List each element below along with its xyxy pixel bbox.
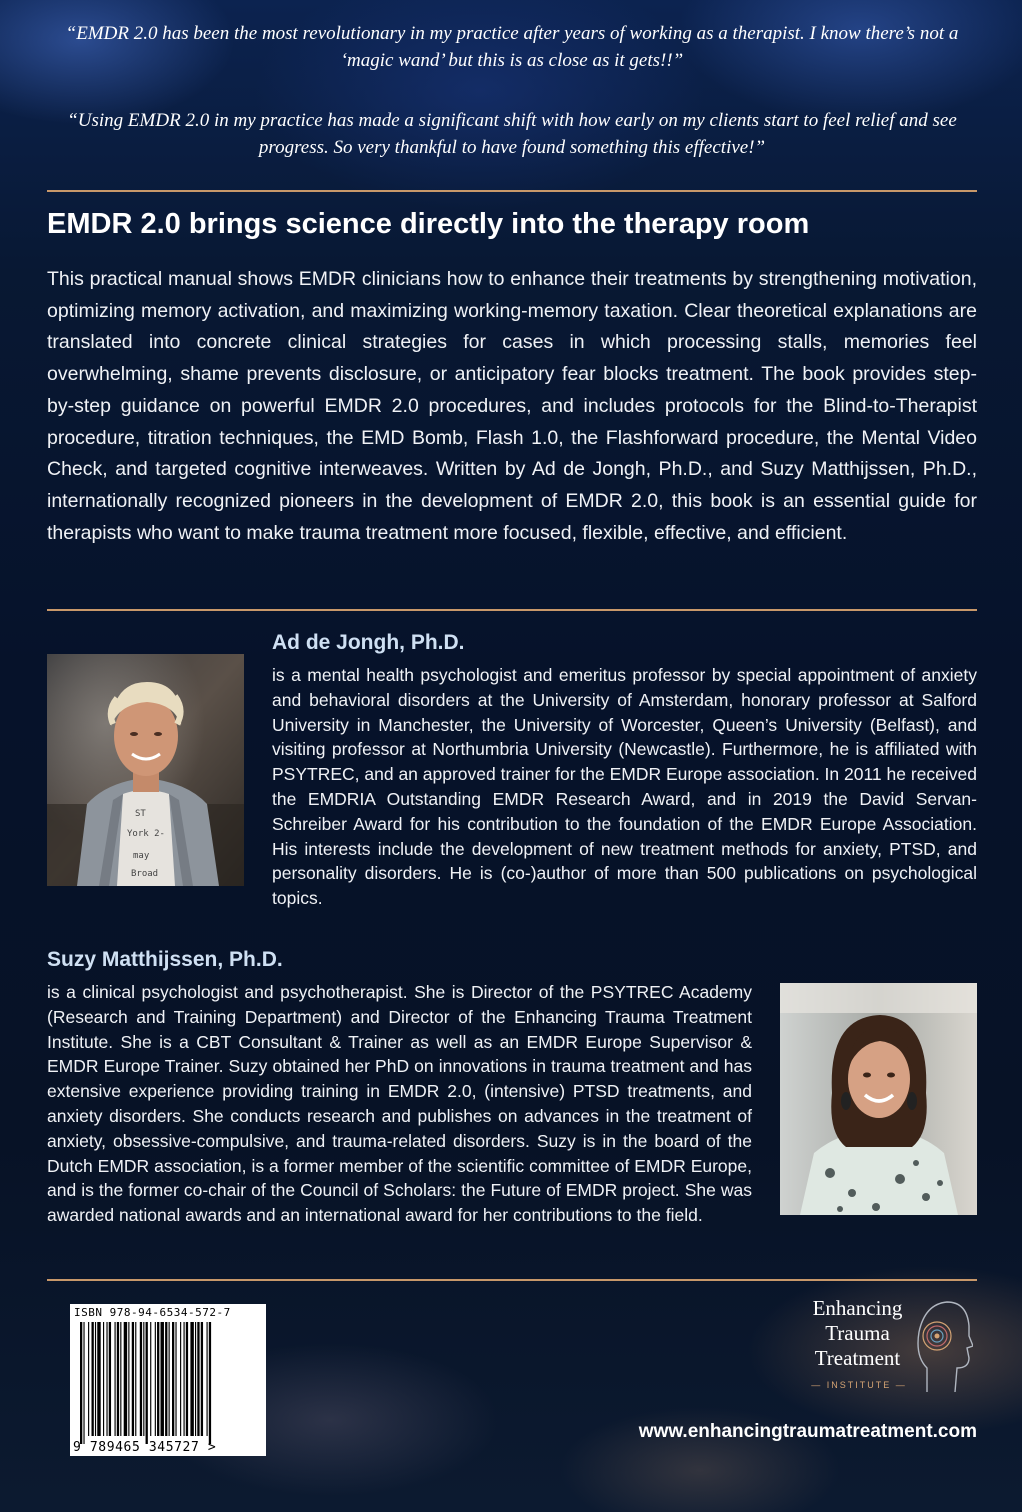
barcode-bar: [155, 1322, 156, 1436]
barcode-bar: [186, 1322, 188, 1436]
portrait-man-icon: [47, 654, 244, 886]
barcode-bar: [115, 1322, 116, 1436]
barcode-bar: [180, 1322, 181, 1436]
logo-line-3: Treatment: [814, 1346, 901, 1370]
shirt-print-line-1: ST: [135, 809, 146, 819]
barcode-bar: [209, 1322, 211, 1444]
divider-middle: [47, 609, 977, 611]
barcode-bar: [201, 1322, 203, 1436]
barcode-bar: [106, 1322, 107, 1436]
barcode-bar: [88, 1322, 89, 1436]
barcode-bar: [95, 1322, 96, 1436]
isbn-number: ISBN 978-94-6534-572-7: [74, 1306, 231, 1319]
logo-line-1: Enhancing: [812, 1296, 903, 1320]
barcode-bar: [150, 1322, 151, 1436]
barcode-bar: [120, 1322, 121, 1436]
barcode-bar: [97, 1322, 100, 1436]
portrait-woman-icon: [780, 983, 977, 1215]
barcode-bar: [169, 1322, 170, 1436]
barcode-bar: [175, 1322, 176, 1436]
barcode-bar: [184, 1322, 185, 1436]
barcode-bar: [190, 1322, 193, 1436]
barcode-bar: [157, 1322, 159, 1436]
barcode-bar: [165, 1322, 167, 1436]
book-description: This practical manual shows EMDR clinicians how to enhance their treatments by strengthening motivation, optimizing memory activation, and maximizing working-memory taxation. Clear theoretical explanations are translated into concrete clinical strategies for cases in which processing stalls, memories feel overwhelming, shame prevents disclosure, or anticipatory fear blocks treatment. The book provides step-by-step guidance on powerful EMDR 2.0 procedures, and includes protocols for the Blind-to-Therapist procedure, titration techniques, the EMD Bomb, Flash 1.0, the Flashforward procedure, the Mental Video Check, and targeted cognitive interweaves. Written by Ad de Jongh, Ph.D., and Suzy Matthijssen, Ph.D., internationally recognized pioneers in the development of EMDR 2.0, this book is an essential guide for therapists who want to make trauma treatment more focused, flexible, effective, and efficient.: [47, 268, 977, 544]
testimonial-quote-1: “EMDR 2.0 has been the most revolutionary in my practice after years of working as a therapist. I know there’s not a ‘magic wand’ but this is as close as it gets!!”: [65, 23, 959, 71]
barcode-bar: [83, 1322, 84, 1444]
logo-wordmark: [795, 1296, 920, 1371]
isbn-barcode: [70, 1304, 266, 1456]
shirt-print-line-2: York 2-: [127, 829, 165, 839]
barcode-bar: [135, 1322, 136, 1436]
barcode-bar: [207, 1322, 208, 1436]
author-photo-suzy-matthijssen: [780, 983, 977, 1215]
barcode-bar: [124, 1322, 127, 1436]
divider-bottom: [47, 1279, 977, 1281]
testimonial-quote-2: “Using EMDR 2.0 in my practice has made a significant shift with how early on my clients start to feel relief and see progress. So very thankful to have found something this effective!”: [67, 110, 957, 158]
section-heading: EMDR 2.0 brings science directly into the therapy room: [47, 208, 810, 240]
shirt-print-line-4: Broad: [131, 869, 159, 879]
barcode-bar: [197, 1322, 199, 1436]
barcode-bar: [146, 1322, 148, 1444]
barcode-bar: [161, 1322, 164, 1436]
shirt-print-line-3: may: [133, 851, 150, 861]
barcode-bar: [143, 1322, 144, 1436]
barcode-bar: [80, 1322, 82, 1444]
eti-logo: [795, 1296, 980, 1396]
website-link[interactable]: www.enhancingtraumatreatment.com: [638, 1421, 977, 1442]
logo-subtitle: — INSTITUTE —: [811, 1380, 907, 1390]
author-bio-2: is a clinical psychologist and psychotherapist. She is Director of the PSYTREC Academy (Research and Training Department) and Director of the Enhancing Trauma Treatment Institute. She is a CBT Consultant & Trainer as well as an EMDR Europe Supervisor & EMDR Europe Trainer. Suzy obtained her PhD on innovations in trauma treatment and has extensive experience providing training in EMDR 2.0, (intensive) PTSD treatments, and anxiety disorders. She conducts research and publishes on advances in the treatment of anxiety, obsessive-compulsive, and trauma-related disorders. Suzy is in the board of the Dutch EMDR association, is a former member of the scientific committee of EMDR Europe, and is the former co-chair of the Council of Scholars: the Future of EMDR project. She was awarded national awards and an international award for her contributions to the field.: [47, 982, 752, 1226]
author-name-2: Suzy Matthijssen, Ph.D.: [47, 948, 283, 971]
ean-number: 9 789465 345727 >: [73, 1440, 217, 1455]
barcode-bar: [92, 1322, 94, 1436]
author-photo-ad-de-jongh: [47, 654, 244, 886]
divider-top: [47, 190, 977, 192]
barcode-bar: [109, 1322, 111, 1436]
barcode-bar: [117, 1322, 119, 1436]
barcode-bar: [172, 1322, 174, 1436]
barcode-bar: [103, 1322, 104, 1436]
logo-line-2: Trauma: [825, 1321, 890, 1345]
barcode-bars-icon: [70, 1304, 266, 1456]
barcode-bar: [132, 1322, 134, 1436]
head-profile-icon: [913, 1296, 973, 1396]
barcode-bar: [128, 1322, 129, 1436]
barcode-bar: [140, 1322, 142, 1436]
author-bio-1: is a mental health psychologist and emeritus professor by special appointment of anxiety and behavioral disorders at the University of Amsterdam, honorary professor at Salford University in Manchester, the University of Worcester, Queen’s University (Belfast), and visiting professor at Northumbria University (Newcastle). Furthermore, he is affiliated with PSYTREC, and an approved trainer for the EMDR Europe association. In 2011 he received the EMDRIA Outstanding EMDR Research Award, and in 2019 the David Servan-Schreiber Award for his contribution to the foundation of the EMDR Europe Association. His interests include the development of new treatment methods for anxiety, PTSD, and personality disorders. He is (co-)author of more than 500 publications on psychological topics.: [272, 665, 977, 909]
author-name-1: Ad de Jongh, Ph.D.: [272, 631, 465, 654]
barcode-bar: [195, 1322, 196, 1436]
